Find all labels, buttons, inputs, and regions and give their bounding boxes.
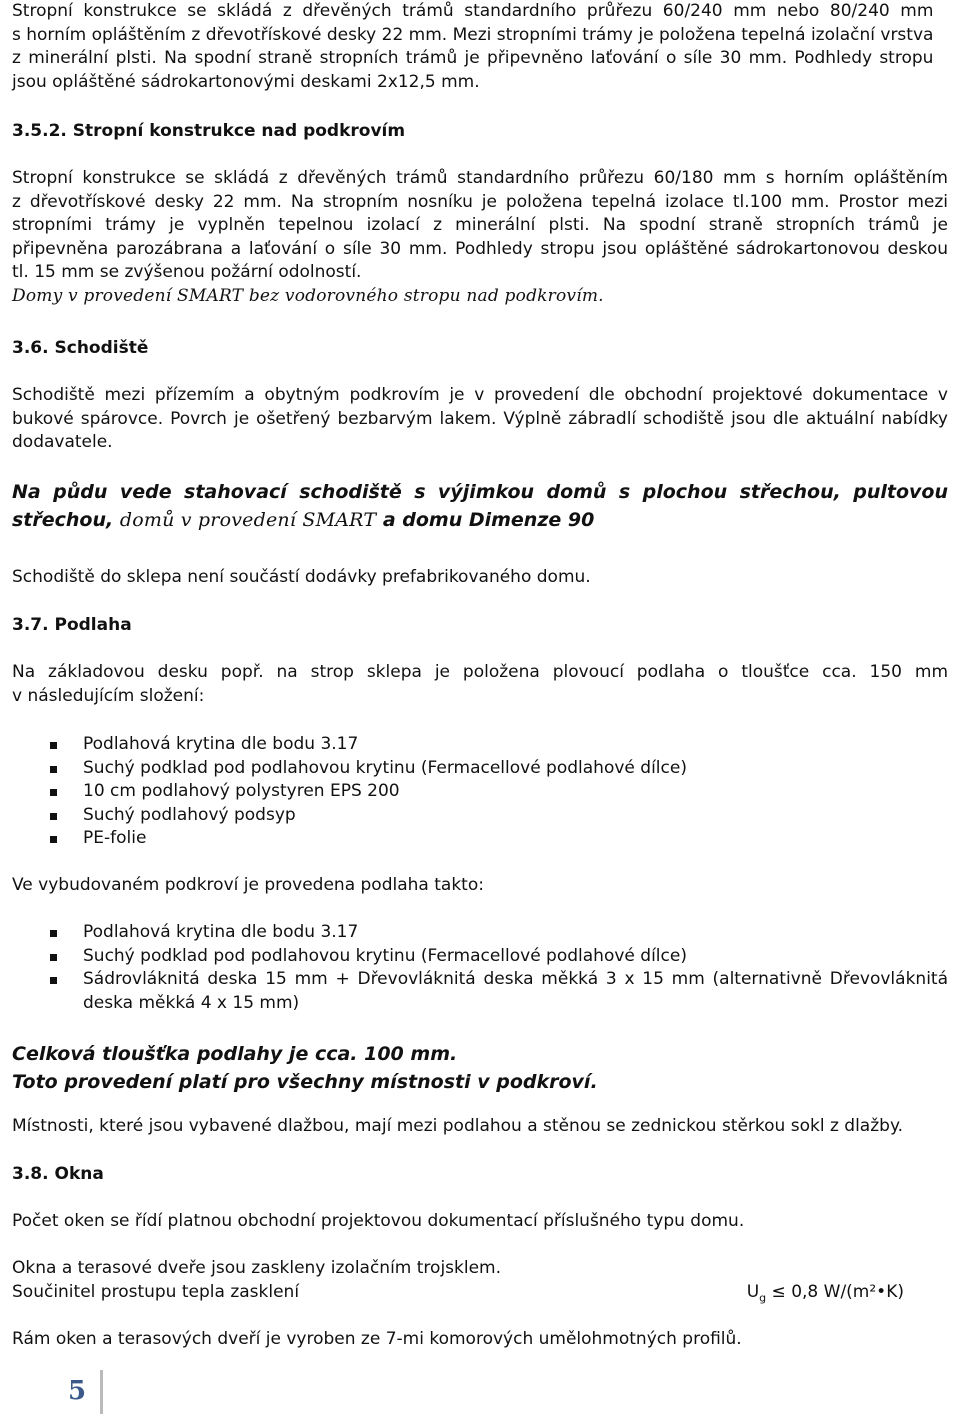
list-item: Podlahová krytina dle bodu 3.17 xyxy=(12,733,948,757)
text-line: z dřevotřískové desky 22 mm. Na stropním nosníku je položena tepelná izolace tl.100 mm. Prostor mezi xyxy=(12,191,948,212)
attic-floor-list xyxy=(12,921,948,1015)
attic-floor-text: Ve vybudovaném podkroví je provedena podlaha takto: xyxy=(12,875,484,895)
list-item: Suchý podklad pod podlahovou krytinu (Fermacellové podlahové dílce) xyxy=(12,945,948,969)
text-line: Okna a terasové dveře jsou zaskleny izolačním trojsklem. xyxy=(12,1258,502,1278)
floor-layers-list xyxy=(12,733,948,851)
bold-text: a domu Dimenze 90 xyxy=(382,509,595,531)
section-3-6-body xyxy=(12,384,948,455)
text-line: Na základovou desku popř. na strop sklepa je položena plovoucí podlaha o tloušťce cca. 150 mm xyxy=(12,662,948,682)
list-item: Podlahová krytina dle bodu 3.17 xyxy=(12,921,948,945)
text-line: bukové spárovce. Povrch je ošetřený bezbarvým lakem. Výplně zábradlí schodiště jsou dle aktuální nabídky xyxy=(12,408,948,429)
page-number: 5 xyxy=(68,1376,87,1406)
text-line: z minerální plsti. Na spodní straně stropních trámů je připevněno laťování o síle 30 mm. Podhledy stropu xyxy=(12,48,934,68)
frame-text: Rám oken a terasových dveří je vyroben ze 7-mi komorových umělohmotných profilů. xyxy=(12,1329,742,1349)
text-line: jsou opláštěné sádrokartonovými deskami 2x12,5 mm. xyxy=(12,71,480,92)
footer-divider xyxy=(100,1370,103,1414)
bold-line: Toto provedení platí pro všechny místnosti v podkroví. xyxy=(12,1071,598,1093)
text-line: stropními trámy je vyplněn tepelnou izolací z minerální plsti. Na spodní straně stropních trámů je xyxy=(12,215,948,235)
text-line: připevněna parozábrana a laťování o síle 30 mm. Podhledy stropu jsou opláštěné sádrokartonovou deskou xyxy=(12,238,948,259)
list-item-text: deska měkká 4 x 15 mm) xyxy=(83,992,300,1013)
windows-count-text: Počet oken se řídí platnou obchodní projektovou dokumentací příslušného typu domu. xyxy=(12,1211,745,1231)
list-item: Suchý podlahový podsyp xyxy=(12,804,948,828)
u-value-row xyxy=(12,1281,904,1310)
list-item: Suchý podklad pod podlahovou krytinu (Fermacellové podlahové dílce) xyxy=(12,757,948,781)
u-value-label: Součinitel prostupu tepla zasklení xyxy=(12,1281,300,1302)
text-line: Schodiště mezi přízemím a obytným podkrovím je v provedení dle obchodní projektové dokumentace v xyxy=(12,385,948,405)
text-line: v následujícím složení: xyxy=(12,685,205,706)
section-heading-3-5-2: 3.5.2. Stropní konstrukce nad podkrovím xyxy=(12,121,406,141)
glazing-info xyxy=(12,1257,904,1309)
smart-text: domů v provedení SMART xyxy=(119,509,377,531)
smart-note: Domy v provedení SMART bez vodorovného stropu nad podkrovím. xyxy=(12,285,604,306)
text-line: Stropní konstrukce se skládá z dřevěných trámů standardního průřezu 60/240 mm nebo 80/240 mm xyxy=(12,1,934,21)
section-heading-3-6: 3.6. Schodiště xyxy=(12,338,149,358)
section-3-7-body xyxy=(12,661,948,708)
intro-paragraph xyxy=(12,0,933,94)
list-item-text: Sádrovláknitá deska 15 mm + Dřevovláknitá deska měkká 3 x 15 mm (alternativně Dřevovláknitá xyxy=(83,969,948,989)
section-3-5-2-body xyxy=(12,167,948,308)
u-value xyxy=(747,1281,904,1310)
bold-line: Celková tloušťka podlahy je cca. 100 mm. xyxy=(12,1043,458,1065)
cellar-stairs-text: Schodiště do sklepa není součástí dodávky prefabrikovaného domu. xyxy=(12,567,591,587)
text-line: Stropní konstrukce se skládá z dřevěných trámů standardního průřezu 60/180 mm s horním opláštěním xyxy=(12,168,948,188)
u-symbol: U xyxy=(746,1281,760,1302)
tiles-text: Místnosti, které jsou vybavené dlažbou, mají mezi podlahou a stěnou se zednickou stěrkou sokl z dlažby. xyxy=(12,1116,903,1136)
text-line: s horním opláštěním z dřevotřískové desky 22 mm. Mezi stropními trámy je položena tepelná izolační vrstva xyxy=(12,24,934,45)
section-heading-3-7: 3.7. Podlaha xyxy=(12,615,132,635)
bold-line xyxy=(12,506,948,534)
u-number: ≤ 0,8 W/(m²•K) xyxy=(771,1281,904,1302)
text-line: tl. 15 mm se zvýšenou požární odolností. xyxy=(12,262,362,282)
section-heading-3-8: 3.8. Okna xyxy=(12,1164,104,1184)
floor-thickness-note xyxy=(12,1040,948,1096)
list-item: PE-folie xyxy=(12,827,948,851)
bold-line: Na půdu vede stahovací schodiště s výjimkou domů s plochou střechou, pultovou xyxy=(12,481,948,503)
list-item: 10 cm podlahový polystyren EPS 200 xyxy=(12,780,948,804)
u-subscript: g xyxy=(759,1290,767,1304)
attic-stairs-note xyxy=(12,478,948,534)
list-item xyxy=(12,968,948,1015)
text-line: dodavatele. xyxy=(12,432,113,452)
bold-text: střechou, xyxy=(12,509,114,531)
